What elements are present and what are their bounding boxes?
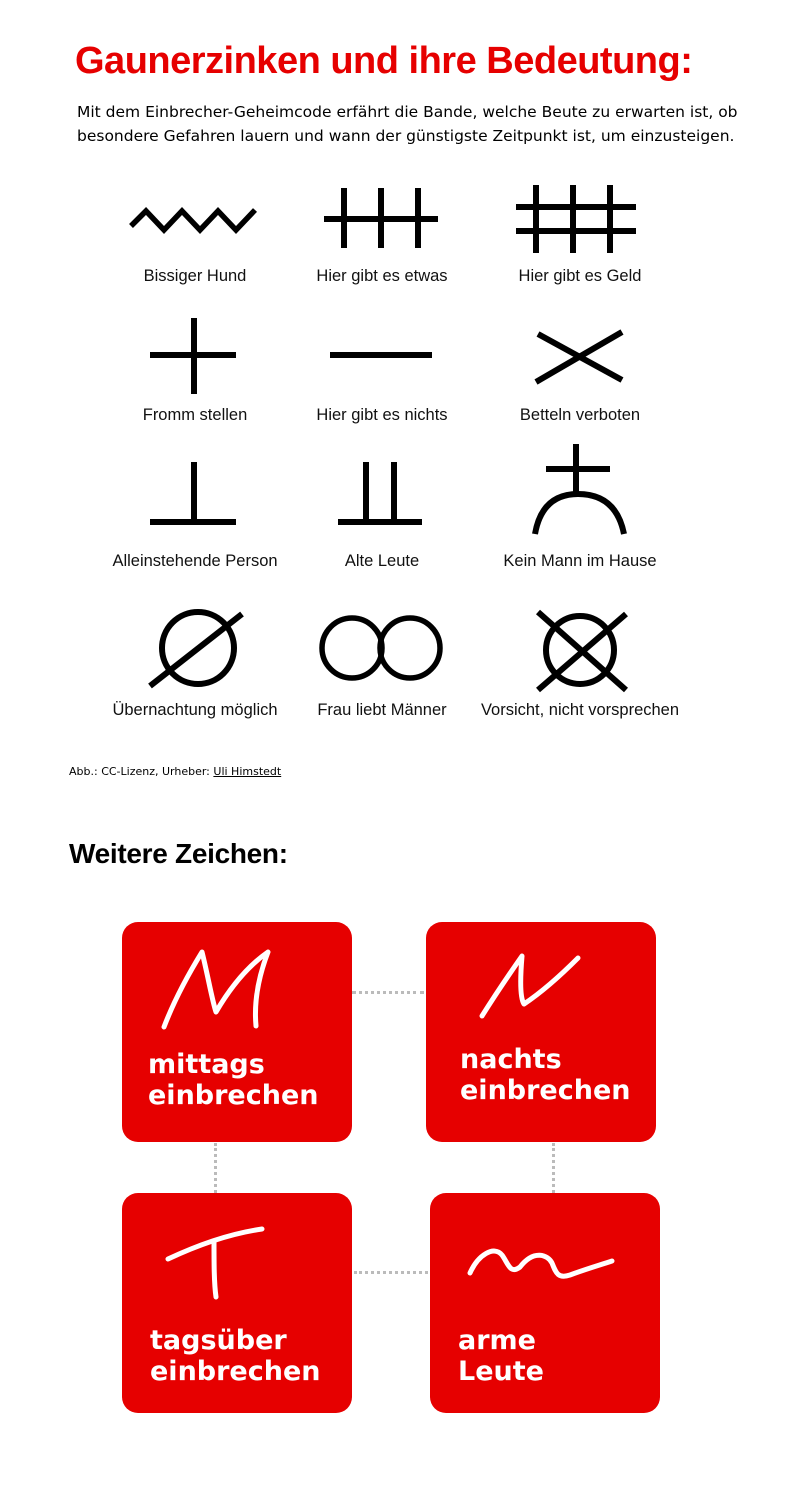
symbol-label: Vorsicht, nicht vorsprechen (480, 701, 680, 719)
credit-author-link[interactable]: Uli Himstedt (213, 765, 282, 778)
card-caption (458, 1325, 544, 1387)
symbol-label: Alte Leute (344, 552, 420, 570)
sign-card-mittags (122, 922, 352, 1142)
intro-line-2: besondere Gefahren lauern und wann der günstigste Zeitpunkt ist, um einzusteigen. (77, 127, 735, 145)
intro-text (77, 100, 767, 148)
symbol-label: Betteln verboten (519, 406, 641, 424)
card-line-2: Leute (458, 1356, 544, 1387)
card-caption (150, 1325, 321, 1387)
card-line-1: arme (458, 1325, 536, 1356)
sign-card-tagsueber (122, 1193, 352, 1413)
section-title: Weitere Zeichen: (69, 838, 288, 869)
connector-line (352, 991, 424, 994)
card-line-1: tagsüber (150, 1325, 287, 1356)
card-line-2: einbrechen (150, 1356, 321, 1387)
connector-line (354, 1271, 428, 1274)
symbol-label: Fromm stellen (142, 406, 248, 424)
card-caption (148, 1049, 319, 1111)
symbol-label: Alleinstehende Person (112, 552, 278, 570)
symbol-label: Hier gibt es Geld (518, 267, 642, 285)
sign-card-nachts (426, 922, 656, 1142)
card-caption (460, 1044, 631, 1106)
symbol-label: Kein Mann im Hause (503, 552, 657, 570)
card-line-1: nachts (460, 1044, 562, 1075)
symbol-label: Bissiger Hund (143, 267, 247, 285)
card-line-1: mittags (148, 1049, 265, 1080)
intro-line-1: Mit dem Einbrecher-Geheimcode erfährt die Bande, welche Beute zu erwarten ist, ob (77, 103, 738, 121)
connector-line (214, 1143, 217, 1193)
symbol-label: Hier gibt es nichts (316, 406, 448, 424)
page-title: Gaunerzinken und ihre Bedeutung: (75, 40, 693, 82)
symbol-label: Übernachtung möglich (112, 701, 278, 719)
symbol-label: Hier gibt es etwas (316, 267, 448, 285)
image-credit (69, 765, 281, 778)
symbol-label: Frau liebt Männer (317, 701, 447, 719)
sign-card-arme-leute (430, 1193, 660, 1413)
credit-prefix: Abb.: CC-Lizenz, Urheber: (69, 765, 214, 778)
card-line-2: einbrechen (460, 1075, 631, 1106)
connector-line (552, 1143, 555, 1193)
handwritten-n-icon (426, 922, 656, 1142)
card-line-2: einbrechen (148, 1080, 319, 1111)
